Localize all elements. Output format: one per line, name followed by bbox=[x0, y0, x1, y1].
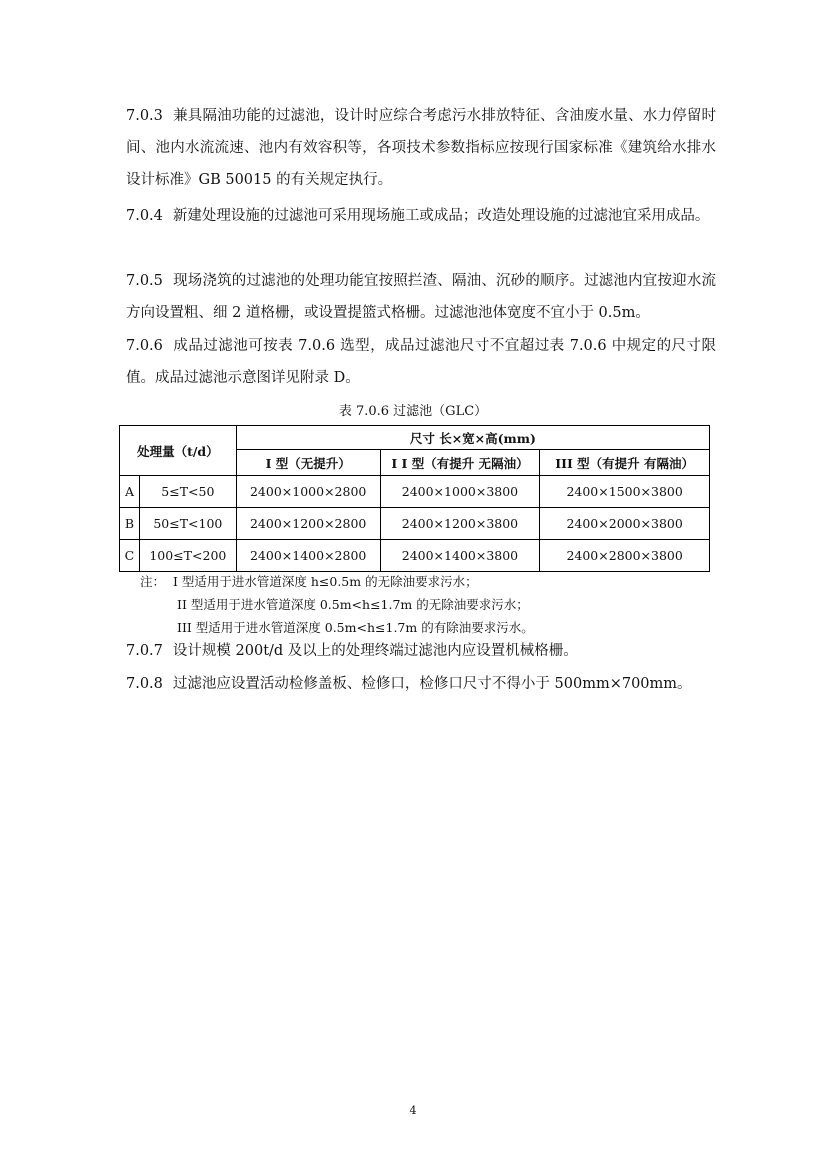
cell-type-iii: 2400×2800×3800 bbox=[540, 540, 710, 572]
table-notes bbox=[140, 570, 534, 639]
note-text: III 型适用于进水管道深度 0.5m<h≤1.7m 的有除油要求污水。 bbox=[177, 620, 534, 635]
clause-7-0-7 bbox=[126, 635, 716, 667]
capacity-header: 处理量（t/d） bbox=[120, 426, 237, 476]
cell-type-iii: 2400×1500×3800 bbox=[540, 476, 710, 508]
note-line bbox=[140, 593, 534, 616]
note-line bbox=[140, 570, 534, 593]
clause-number: 7.0.8 bbox=[126, 676, 163, 692]
row-code: A bbox=[120, 476, 140, 508]
clause-text: 现场浇筑的过滤池的处理功能宜按照拦渣、隔油、沉砂的顺序。过滤池内宜按迎水流方向设置粗、细 2 道格栅，或设置提篮式格栅。过滤池池体宽度不宜小于 0.5m。 bbox=[126, 273, 716, 321]
table-header-row bbox=[120, 426, 710, 450]
clause-7-0-5 bbox=[126, 265, 716, 329]
size-header: 尺寸 长×宽×高(mm) bbox=[236, 426, 709, 450]
clause-text: 新建处理设施的过滤池可采用现场施工或成品；改造处理设施的过滤池宜采用成品。 bbox=[172, 208, 710, 224]
cell-type-ii: 2400×1400×3800 bbox=[380, 540, 540, 572]
cell-type-ii: 2400×1200×3800 bbox=[380, 508, 540, 540]
note-label: 注： bbox=[140, 574, 166, 589]
clause-number: 7.0.3 bbox=[126, 108, 163, 124]
type-ii-header: I I 型（有提升 无隔油） bbox=[380, 450, 540, 476]
note-text: II 型适用于进水管道深度 0.5m<h≤1.7m 的无除油要求污水； bbox=[177, 597, 529, 612]
clause-text: 兼具隔油功能的过滤池，设计时应综合考虑污水排放特征、含油废水量、水力停留时间、池内水流流速、池内有效容积等，各项技术参数指标应按现行国家标准《建筑给水排水设计标准》GB 50015 的有关规定执行。 bbox=[126, 108, 716, 188]
type-iii-header: III 型（有提升 有隔油） bbox=[540, 450, 710, 476]
row-range: 50≤T<100 bbox=[139, 508, 236, 540]
cell-type-ii: 2400×1000×3800 bbox=[380, 476, 540, 508]
clause-text: 设计规模 200t/d 及以上的处理终端过滤池内应设置机械格栅。 bbox=[172, 643, 578, 659]
cell-type-iii: 2400×2000×3800 bbox=[540, 508, 710, 540]
page-number: 4 bbox=[409, 1104, 417, 1117]
table-row bbox=[120, 476, 710, 508]
clause-7-0-3 bbox=[126, 100, 716, 196]
table-row bbox=[120, 540, 710, 572]
table-caption: 表 7.0.6 过滤池（GLC） bbox=[338, 404, 488, 419]
cell-type-i: 2400×1400×2800 bbox=[236, 540, 380, 572]
clause-7-0-8 bbox=[126, 668, 716, 700]
row-code: B bbox=[120, 508, 140, 540]
clause-number: 7.0.6 bbox=[126, 338, 163, 354]
clause-text: 成品过滤池可按表 7.0.6 选型，成品过滤池尺寸不宜超过表 7.0.6 中规定的尺寸限值。成品过滤池示意图详见附录 D。 bbox=[126, 338, 716, 386]
clause-number: 7.0.7 bbox=[126, 643, 163, 659]
cell-type-i: 2400×1200×2800 bbox=[236, 508, 380, 540]
clause-number: 7.0.4 bbox=[126, 208, 163, 224]
cell-type-i: 2400×1000×2800 bbox=[236, 476, 380, 508]
note-text: I 型适用于进水管道深度 h≤0.5m 的无除油要求污水； bbox=[172, 574, 478, 589]
clause-text: 过滤池应设置活动检修盖板、检修口，检修口尺寸不得小于 500mm×700mm。 bbox=[172, 676, 692, 692]
row-range: 5≤T<50 bbox=[139, 476, 236, 508]
row-range: 100≤T<200 bbox=[139, 540, 236, 572]
clause-7-0-6 bbox=[126, 330, 716, 394]
type-i-header: I 型（无提升） bbox=[236, 450, 380, 476]
filter-tank-table bbox=[119, 425, 710, 572]
clause-7-0-4 bbox=[126, 200, 716, 232]
row-code: C bbox=[120, 540, 140, 572]
table-row bbox=[120, 508, 710, 540]
clause-number: 7.0.5 bbox=[126, 273, 163, 289]
